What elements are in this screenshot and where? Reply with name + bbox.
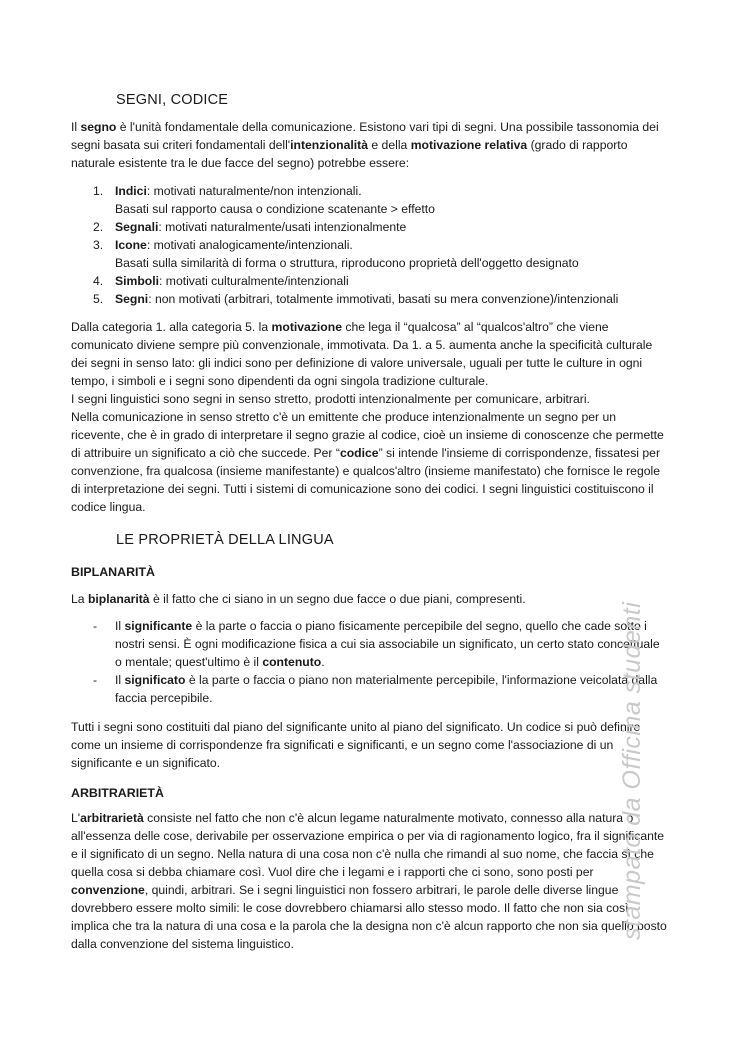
subsection-title-biplanarita (71, 565, 155, 579)
list-item (71, 236, 669, 272)
bold-term: arbitrarietà (80, 811, 144, 825)
text: Nella comunicazione in senso stretto c'è un emittente che produce intenzionalmente un segno per un ricevente, che è in grado di interpretare il segno grazie al codice, cioè un insieme di conoscenze che permette di attribuire un significato a ciò che succede. Per “ (71, 410, 664, 460)
title-initial: B (71, 565, 80, 579)
list-number: 3. (93, 238, 104, 252)
list-extra: Basati sulla similarità di forma o struttura, riproducono proprietà dell'oggetto designato (115, 256, 579, 270)
dash-bullet: - (93, 673, 98, 687)
list-term: Simboli (115, 274, 160, 288)
text: Il (115, 619, 125, 633)
text: consiste nel fatto che non c'è alcun legame naturalmente motivato, connesso alla natura o all'essenza delle cose, derivabile per osservazione empirica o per via di ragionamento logico, fra il significante e il significato di un segno. Nella natura di una cosa non c'è nulla che rimandi al suo nome, che faccia sì che quella cosa si debba chiamare così. Vuol dire che i legami e i rapporti che ci sono, sono posti per (71, 811, 665, 879)
bold-term: motivazione relativa (410, 138, 528, 152)
text: , quindi, arbitrari. Se i segni linguistici non fossero arbitrari, le parole delle diverse lingue dovrebbero essere molto simili: le cose dovrebbero chiamarsi allo stesso modo. Il fatto che non sia così implica che tra la natura di una cosa e la parola che la designa non c'è alcun rapporto che non sia quello posto dalla convenzione del sistema linguistico. (71, 883, 667, 951)
bold-term: intenzionalità (290, 138, 368, 152)
biplanarita-intro (71, 590, 669, 608)
title-initial: L (116, 532, 125, 548)
text: Tutti i segni sono costituiti dal piano del significante unito al piano del significato. Un codice si può definire come un insieme di corrispondenze fra significati e significanti, e un segno come l'associazione di un significante e un significato. (71, 720, 641, 770)
list-item (71, 218, 669, 236)
biplanarita-paragraph (71, 718, 669, 772)
title-rest: IPLANARITÀ (79, 565, 155, 579)
bold-term: convenzione (71, 883, 145, 897)
bold-term: biplanarità (87, 592, 150, 606)
text: . (321, 655, 325, 669)
list-term: Indici (115, 184, 147, 198)
sign-types-list (71, 182, 669, 308)
list-extra: Basati sul rapporto causa o condizione scatenante > effetto (115, 202, 435, 216)
text: La (71, 592, 88, 606)
text: è l'unità fondamentale della comunicazione. Esistono vari tipi di segni. Una possibile tassonomia dei segni basata sui criteri fondamentali dell' (71, 120, 659, 152)
list-number: 2. (93, 220, 104, 234)
subsection-title-arbitrarieta (71, 786, 164, 800)
text: I segni linguistici sono segni in senso stretto, prodotti intenzionalmente per comunicare, arbitrari. (71, 392, 590, 406)
list-text: : motivati naturalmente/non intenzionali. (146, 184, 362, 198)
text: L' (71, 811, 81, 825)
dash-bullet: - (93, 619, 98, 633)
biplanarita-list (71, 617, 669, 707)
list-number: 4. (93, 274, 104, 288)
title-initial: S (116, 92, 126, 108)
list-text: : non motivati (arbitrari, totalmente immotivati, basati su mera convenzione)/intenzionali (148, 292, 619, 306)
title-rest: E PROPRIETÀ DELLA LINGUA (124, 532, 334, 548)
linguistic-signs-paragraph (71, 390, 669, 408)
list-item (71, 272, 669, 290)
title-initial: A (71, 786, 80, 800)
code-paragraph (71, 408, 669, 516)
text: è il fatto che ci siano in un segno due facce o due piani, compresenti. (149, 592, 526, 606)
text: (grado di rapporto naturale esistente tra le due facce del segno) potrebbe essere: (71, 138, 628, 170)
text: è la parte o faccia o piano non materialmente percepibile, l'informazione veicolata dalla faccia percepibile. (115, 673, 658, 705)
list-text: : motivati culturalmente/intenzionali (159, 274, 349, 288)
list-item (71, 182, 669, 218)
text: Il (71, 120, 81, 134)
section-title-proprieta-lingua (116, 532, 334, 548)
bold-term: significante (124, 619, 193, 633)
text: Dalla categoria 1. alla categoria 5. la (71, 320, 272, 334)
list-text: : motivati analogicamente/intenzionali. (146, 238, 353, 252)
text: e della (368, 138, 411, 152)
list-number: 5. (93, 292, 104, 306)
motivation-paragraph (71, 318, 669, 390)
arbitrarieta-paragraph (71, 809, 669, 953)
title-rest: RBITRARIETÀ (79, 786, 164, 800)
bold-term: codice (339, 446, 379, 460)
text: che lega il “qualcosa” al “qualcos'altro” che viene comunicato diviene sempre più convenzionale, immotivata. Da 1. a 5. aumenta anche la specificità culturale dei segni in senso lato: gli indici sono per definizione di valore universale, uguali per tutte le culture in ogni tempo, i simboli e i segni sono dipendenti da ogni singola tradizione culturale. (71, 320, 653, 388)
text: è la parte o faccia o piano fisicamente percepibile del segno, quello che cade sotto i nostri sensi. È ogni modificazione fisica a cui sia associabile un significato, un certo stato concettuale o mentale; quest'ultimo è il (115, 619, 660, 669)
list-number: 1. (93, 184, 104, 198)
list-item (71, 617, 669, 671)
intro-paragraph (71, 118, 669, 172)
watermark: stampato da Officina studenti (618, 601, 646, 940)
title-rest: EGNI, CODICE (125, 92, 229, 108)
list-item (71, 290, 669, 308)
list-item (71, 671, 669, 707)
text: ” si intende l'insieme di corrispondenze, fissatesi per convenzione, fra qualcosa (insieme manifestante) e qualcos'altro (insieme manifestato) che fornisce le regole di interpretazione dei segni. Tutti i sistemi di comunicazione sono dei codici. I segni linguistici costituiscono il codice lingua. (71, 446, 660, 514)
list-term: Segni (115, 292, 149, 306)
text: Il (115, 673, 125, 687)
list-term: Icone (115, 238, 147, 252)
list-text: : motivati naturalmente/usati intenzionalmente (158, 220, 407, 234)
bold-term: contenuto (262, 655, 322, 669)
list-term: Segnali (115, 220, 159, 234)
bold-term: segno (80, 120, 117, 134)
bold-term: motivazione (271, 320, 342, 334)
section-title-segni-codice (116, 92, 228, 108)
bold-term: significato (124, 673, 186, 687)
